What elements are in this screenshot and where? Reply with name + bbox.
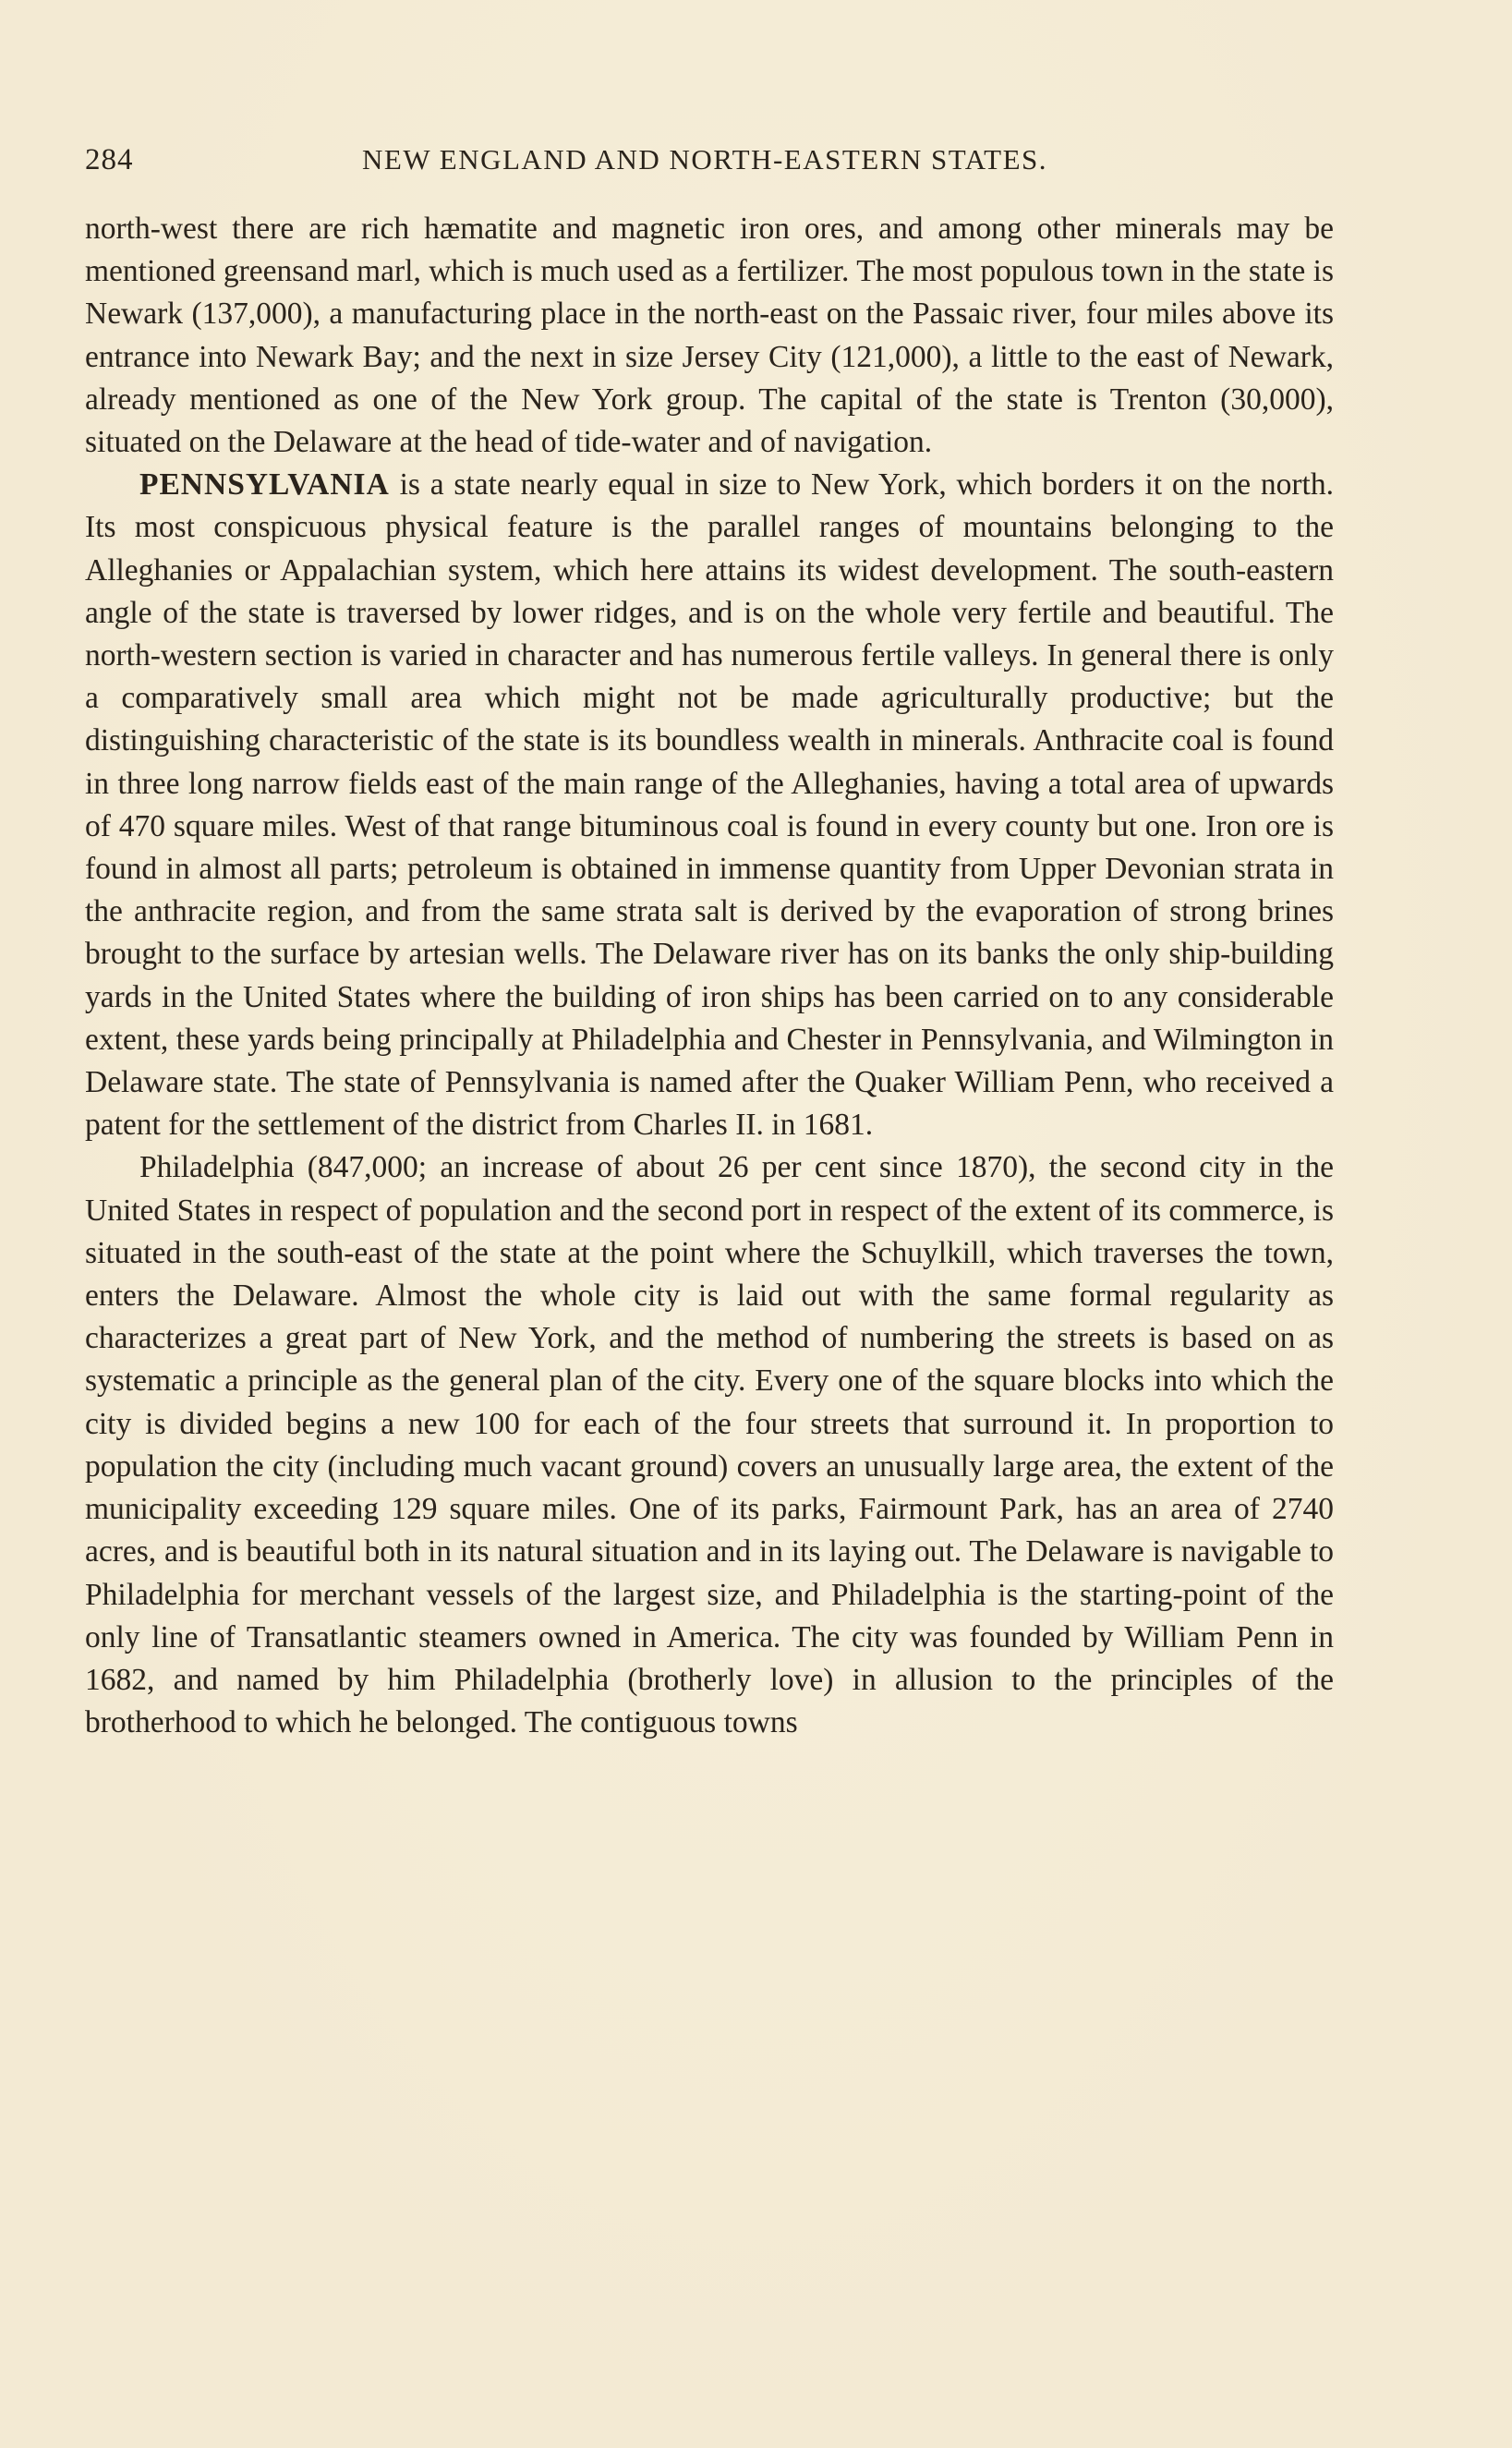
page-number: 284	[85, 143, 134, 176]
running-head	[85, 143, 1334, 189]
paragraph-pennsylvania	[85, 464, 1334, 1146]
paragraph-new-jersey: north-west there are rich hæmatite and magnetic iron ores, and among other minerals may be mentioned greensand marl, which is much used as a fertilizer. The most populous town in the state is Newark (137,000), a manufacturing place in the north-east on the Passaic river, four miles above its entrance into Newark Bay; and the next in size Jersey City (121,000), a little to the east of Newark, already mentioned as one of the New York group. The capital of the state is Trenton (30,000), situated on the Delaware at the head of tide-water and of navigation.	[85, 212, 1334, 460]
section-heading-pennsylvania: PENNSYLVANIA	[139, 467, 390, 503]
running-title: NEW ENGLAND AND NORTH-EASTERN STATES.	[362, 143, 1048, 176]
paragraph-philadelphia: Philadelphia (847,000; an increase of about 26 per cent since 1870), the second city in the United States in respect of population and the second port in respect of the extent of its commerce, is situated in the south-east of the state at the point where the Schuylkill, which traverses the town, enters the Delaware. Almost the whole city is laid out with the same formal regularity as characterizes a great part of New York, and the method of numbering the streets is based on as systematic a principle as the general plan of the city. Every one of the square blocks into which the city is divided begins a new 100 for each of the four streets that surround it. In proportion to population the city (including much vacant ground) covers an unusually large area, the extent of the municipality exceeding 129 square miles. One of its parks, Fairmount Park, has an area of 2740 acres, and is beautiful both in its natural situation and in its laying out. The Delaware is navigable to Philadelphia for merchant vessels of the largest size, and Philadelphia is the starting-point of the only line of Transatlantic steamers owned in America. The city was founded by William Penn in 1682, and named by him Philadelphia (brotherly love) in allusion to the principles of the brotherhood to which he belonged. The contiguous towns	[85, 1150, 1334, 1740]
body-text	[85, 208, 1334, 1744]
paragraph-pennsylvania-text: is a state nearly equal in size to New York, which borders it on the north. Its most conspicuous physical feature is the parallel ranges of mountains belonging to the Alleghanies or Appalachian system, which here attains its widest development. The south-eastern angle of the state is traversed by lower ridges, and is on the whole very fertile and beautiful. The north-western section is varied in character and has numerous fertile valleys. In general there is only a comparatively small area which might not be made agriculturally productive; but the distinguishing characteristic of the state is its boundless wealth in minerals. Anthracite coal is found in three long narrow fields east of the main range of the Alleghanies, having a total area of upwards of 470 square miles. West of that range bituminous coal is found in every county but one. Iron ore is found in almost all parts; petroleum is obtained in immense quantity from Upper Devonian strata in the anthracite region, and from the same strata salt is derived by the evaporation of strong brines brought to the surface by artesian wells. The Delaware river has on its banks the only ship-building yards in the United States where the building of iron ships has been carried on to any considerable extent, these yards being principally at Philadelphia and Chester in Pennsylvania, and Wilmington in Delaware state. The state of Pennsylvania is named after the Quaker William Penn, who received a patent for the settlement of the district from Charles II. in 1681.	[85, 467, 1334, 1143]
